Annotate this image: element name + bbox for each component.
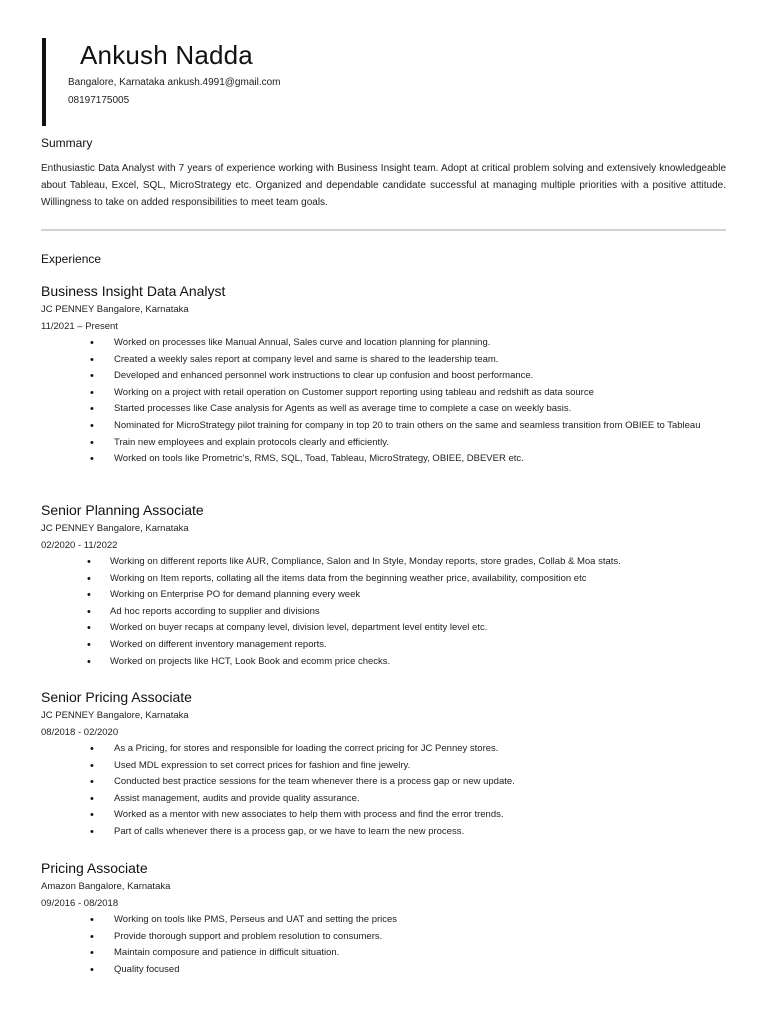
bullet-item: • Developed and enhanced personnel work instructions to clear up confusion and boost performance. xyxy=(41,368,731,385)
job-dates: 09/2016 - 08/2018 xyxy=(41,898,119,909)
bullet-item: • Working on a project with retail operation on Customer support reporting using tableau and redshift as data source xyxy=(41,385,731,402)
contact-location-email: Bangalore, Karnataka ankush.4991@gmail.com xyxy=(68,77,281,88)
job-dates: 08/2018 - 02/2020 xyxy=(41,727,119,738)
header-accent-bar xyxy=(42,38,46,126)
job-company: JC PENNEY Bangalore, Karnataka xyxy=(41,304,189,315)
job-title: Business Insight Data Analyst xyxy=(41,283,226,299)
bullet-item: • Working on different reports like AUR, Compliance, Salon and In Style, Monday reports, store grades, Collab & Moa stats. xyxy=(41,554,731,571)
bullet-item: • Provide thorough support and problem resolution to consumers. xyxy=(41,929,731,946)
bullet-item: • Created a weekly sales report at company level and same is shared to the leadership team. xyxy=(41,352,731,369)
job-title: Pricing Associate xyxy=(41,860,148,876)
bullet-item: • Ad hoc reports according to supplier and divisions xyxy=(41,604,731,621)
bullet-item: • Started processes like Case analysis for Agents as well as average time to complete a case on weekly basis. xyxy=(41,401,731,418)
bullet-item: • Conducted best practice sessions for the team whenever there is a process gap or new update. xyxy=(41,774,731,791)
job-bullets xyxy=(41,554,731,670)
bullet-item: • Worked on processes like Manual Annual, Sales curve and location planning for planning. xyxy=(41,335,731,352)
contact-phone: 08197175005 xyxy=(68,95,130,106)
bullet-item: • Train new employees and explain protocols clearly and efficiently. xyxy=(41,435,731,452)
job-bullets xyxy=(41,912,731,978)
bullet-item: • Working on Enterprise PO for demand planning every week xyxy=(41,587,731,604)
bullet-item: • Working on tools like PMS, Perseus and UAT and setting the prices xyxy=(41,912,731,929)
experience-heading: Experience xyxy=(41,252,102,266)
bullet-item: • Worked on buyer recaps at company level, division level, department level entity level etc. xyxy=(41,620,731,637)
job-entry xyxy=(41,282,731,468)
job-bullets xyxy=(41,741,731,841)
candidate-name: Ankush Nadda xyxy=(80,40,253,70)
job-title: Senior Planning Associate xyxy=(41,502,204,518)
job-company: JC PENNEY Bangalore, Karnataka xyxy=(41,710,189,721)
job-entry xyxy=(41,501,731,670)
bullet-item: • Worked on projects like HCT, Look Book and ecomm price checks. xyxy=(41,654,731,671)
bullet-item: • Nominated for MicroStrategy pilot training for company in top 20 to train others on the same and seamless transition from OBIEE to Tableau xyxy=(41,418,731,435)
job-bullets xyxy=(41,335,731,468)
job-entry xyxy=(41,859,731,978)
section-divider xyxy=(41,229,726,231)
bullet-item: • Worked on tools like Prometric's, RMS, SQL, Toad, Tableau, MicroStrategy, OBIEE, DBEVER etc. xyxy=(41,451,731,468)
job-company: JC PENNEY Bangalore, Karnataka xyxy=(41,523,189,534)
bullet-item: • Assist management, audits and provide quality assurance. xyxy=(41,791,731,808)
bullet-item: • Worked on different inventory management reports. xyxy=(41,637,731,654)
bullet-item: • Part of calls whenever there is a process gap, or we have to learn the new process. xyxy=(41,824,731,841)
bullet-item: • Quality focused xyxy=(41,962,731,979)
bullet-item: • As a Pricing, for stores and responsible for loading the correct pricing for JC Penney stores. xyxy=(41,741,731,758)
job-company: Amazon Bangalore, Karnataka xyxy=(41,881,171,892)
job-entry xyxy=(41,688,731,841)
bullet-item: • Worked as a mentor with new associates to help them with process and find the error trends. xyxy=(41,807,731,824)
bullet-item: • Used MDL expression to set correct prices for fashion and fine jewelry. xyxy=(41,758,731,775)
job-title: Senior Pricing Associate xyxy=(41,689,192,705)
job-dates: 02/2020 - 11/2022 xyxy=(41,540,118,551)
bullet-item: • Maintain composure and patience in difficult situation. xyxy=(41,945,731,962)
summary-text: Enthusiastic Data Analyst with 7 years of experience working with Business Insight team. Adopt at critical problem solving and extensively knowledgeable about Tableau, Excel, SQL, MicroStrategy etc. Organized and dependable candidate successful at managing multiple priorities with a positive attitude. Willingness to take on added responsibilities to meet team goals. xyxy=(41,163,726,208)
bullet-item: • Working on Item reports, collating all the items data from the beginning weather price, availability, composition etc xyxy=(41,571,731,588)
job-dates: 11/2021 – Present xyxy=(41,321,118,332)
summary-heading: Summary xyxy=(41,136,93,150)
